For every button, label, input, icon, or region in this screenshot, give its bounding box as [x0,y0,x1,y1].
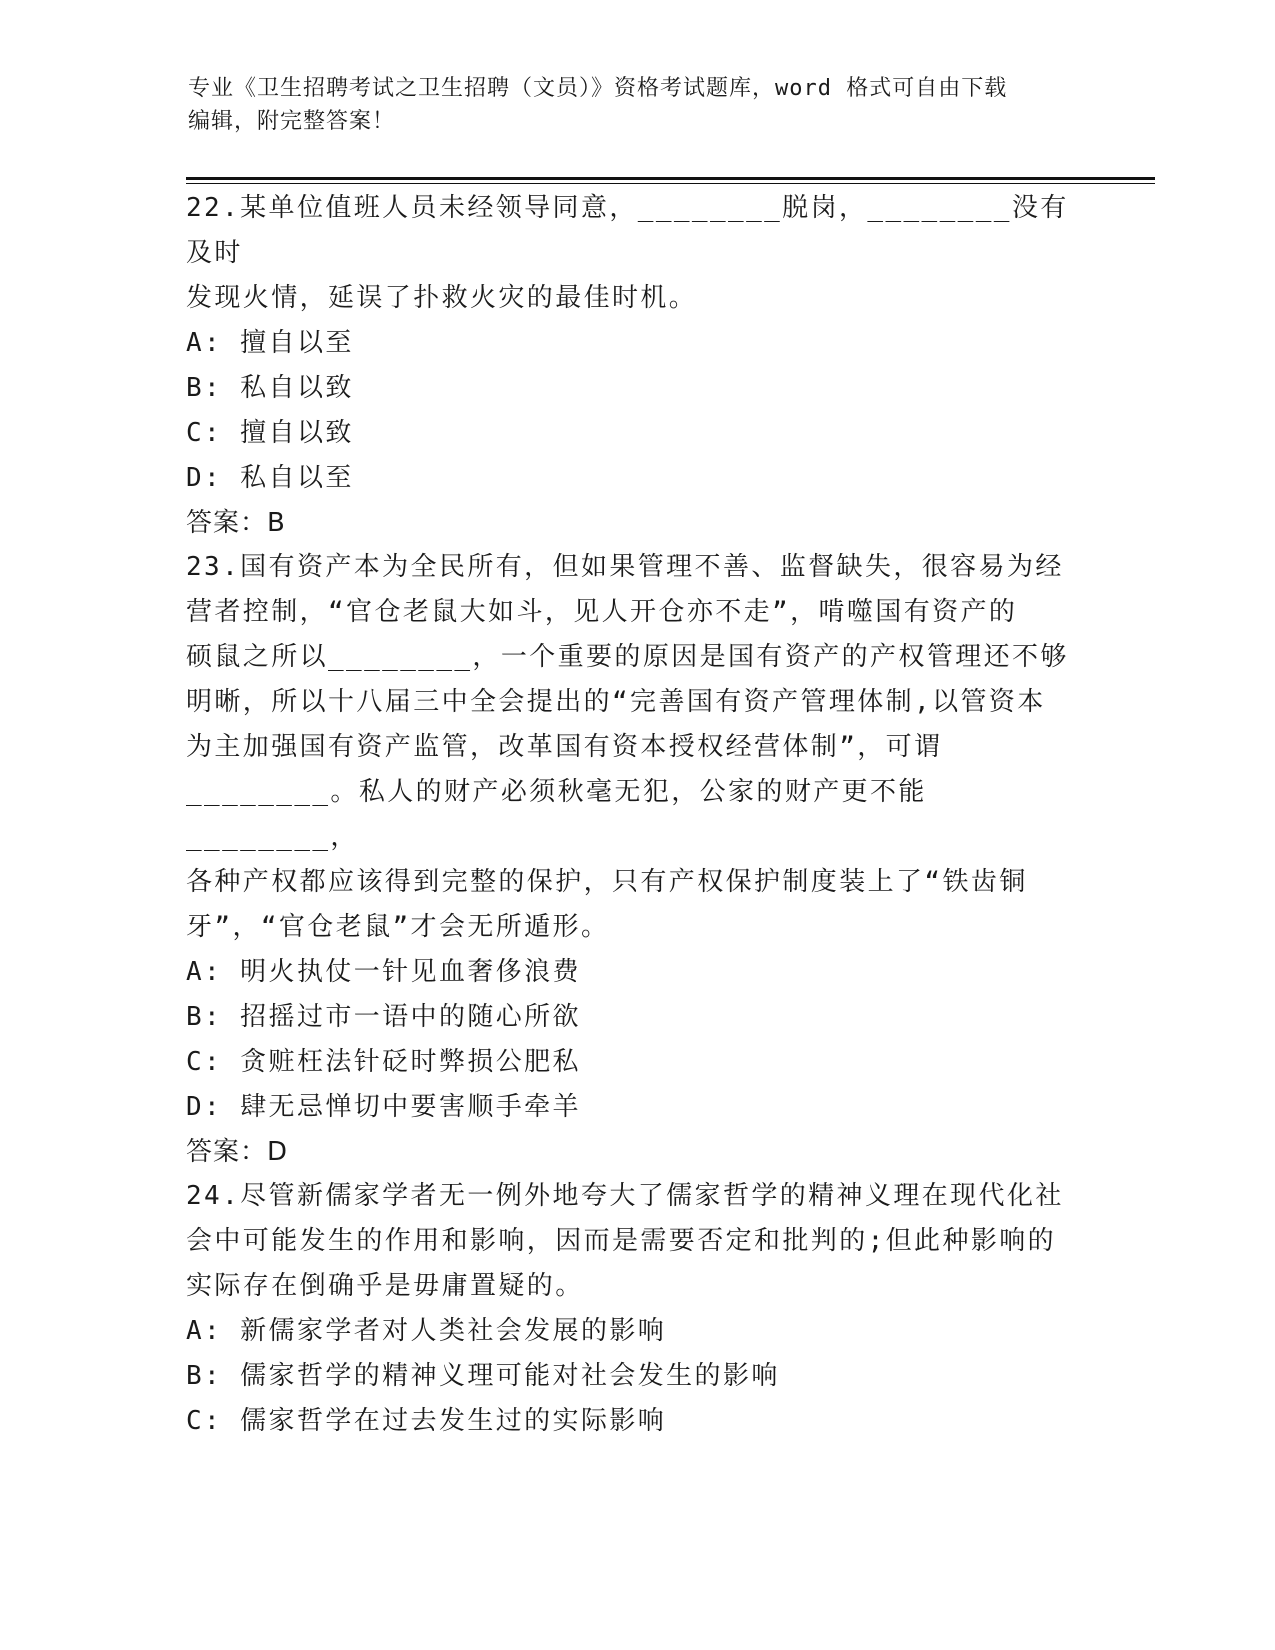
header-divider-thick [186,177,1155,180]
option-b: B: 招摇过市一语中的随心所欲 [186,1002,581,1032]
header-line-2: 编辑，附完整答案！ [188,109,396,134]
question-stem: 23.国有资产本为全民所有，但如果管理不善、监督缺失，很容易为经 营者控制，“官仓老鼠大如斗，见人开仓亦不走”，啃噬国有资产的 硕鼠之所以________，一个重要的原因是国有资产的产权管理还不够 明晰，所以十八届三中全会提出的“完善国有资产管理体制,以管资本 为主加强国有资产监管，改革国有资本授权经营体制”，可谓 ________。私人的财产必须秋毫无犯，公家的财产更不能________， 各种产权都应该得到完整的保护，只有产权保护制度装上了“铁齿铜 牙”，“官仓老鼠”才会无所遁形。 [186,552,1069,942]
option-b: B: 儒家哲学的精神义理可能对社会发生的影响 [186,1361,780,1391]
option-c: C: 擅自以致 [186,418,354,448]
answer-label: 答案：B [186,508,286,538]
answer-label: 答案：D [186,1137,289,1167]
question-stem: 24.尽管新儒家学者无一例外地夸大了儒家哲学的精神义理在现代化社 会中可能发生的作用和影响，因而是需要否定和批判的;但此种影响的 实际存在倒确乎是毋庸置疑的。 [186,1181,1064,1301]
header-divider-thin [186,183,1155,184]
header-line-1: 专业《卫生招聘考试之卫生招聘（文员）》资格考试题库，word 格式可自由下载 [188,76,1008,101]
document-header [188,72,1088,138]
option-d: D: 肆无忌惮切中要害顺手牵羊 [186,1092,581,1122]
option-d: D: 私自以至 [186,463,354,493]
option-c: C: 儒家哲学在过去发生过的实际影响 [186,1406,667,1436]
option-b: B: 私自以致 [186,373,354,403]
question-22 [186,186,1086,546]
option-a: A: 擅自以至 [186,328,354,358]
question-23 [186,545,1086,1175]
option-a: A: 明火执仗一针见血奢侈浪费 [186,957,581,987]
option-c: C: 贪赃枉法针砭时弊损公肥私 [186,1047,581,1077]
option-a: A: 新儒家学者对人类社会发展的影响 [186,1316,667,1346]
question-24 [186,1174,1086,1444]
question-stem: 22.某单位值班人员未经领导同意，________脱岗，________没有及时 发现火情，延误了扑救火灾的最佳时机。 [186,193,1069,313]
